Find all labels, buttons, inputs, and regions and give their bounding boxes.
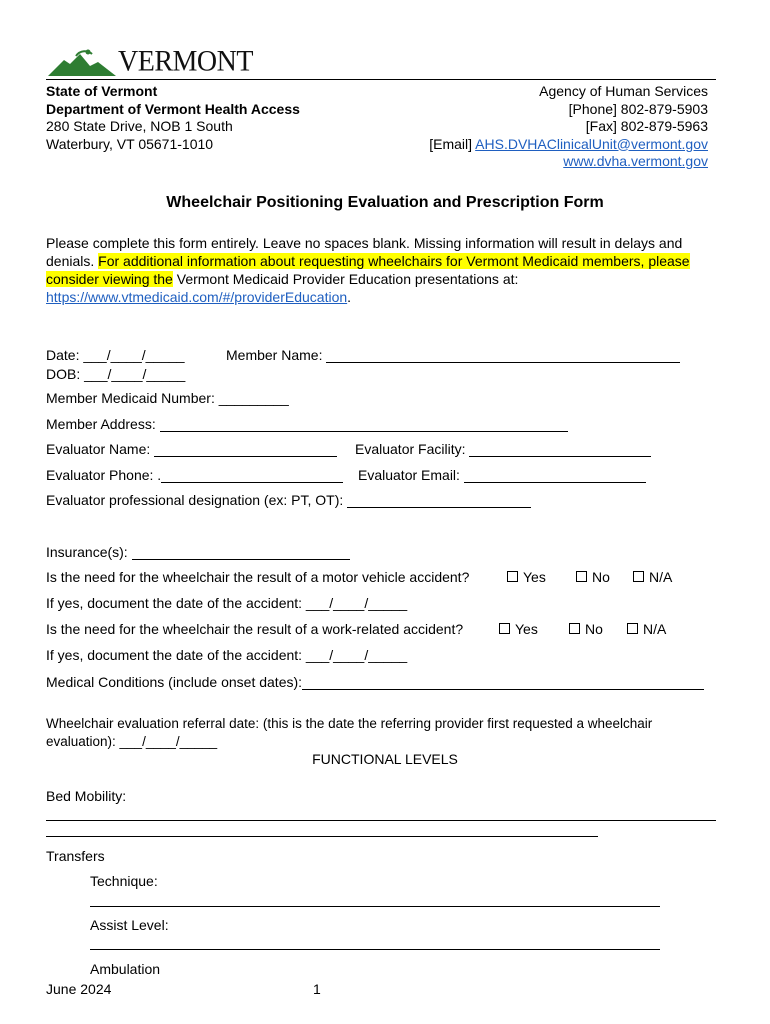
mva-yes-checkbox[interactable] xyxy=(507,571,518,582)
insurance-line[interactable] xyxy=(132,545,350,560)
evaluator-phone-field[interactable] xyxy=(46,467,343,483)
provider-education-link[interactable]: https://www.vtmedicaid.com/#/providerEducation xyxy=(46,289,348,305)
designation-field[interactable] xyxy=(46,492,531,508)
evaluator-name-field[interactable] xyxy=(46,441,337,457)
mva-na-checkbox[interactable] xyxy=(633,571,644,582)
intro-text: Please complete this form entirely. Leave no spaces blank. Missing information will result in delays and denials. xyxy=(46,235,683,269)
intro-period: . xyxy=(347,289,352,305)
mva-no-checkbox[interactable] xyxy=(576,571,587,582)
website-link[interactable]: www.dvha.vermont.gov xyxy=(563,153,708,169)
evaluator-facility-line[interactable] xyxy=(469,442,651,457)
member-name-label: Member Name: xyxy=(226,347,327,363)
department-name: Department of Vermont Health Access xyxy=(46,100,300,117)
evaluator-phone-label: Evaluator Phone: . xyxy=(46,467,162,483)
evaluator-facility-field[interactable] xyxy=(355,441,651,457)
mva-yes-option[interactable] xyxy=(507,569,546,585)
date-field[interactable]: Date: ___/____/_____ xyxy=(46,347,185,363)
header-left xyxy=(46,83,300,153)
referral-date-field[interactable]: Wheelchair evaluation referral date: (this is the date the referring provider first requested a wheelchair evaluation): ___/____/_____ xyxy=(46,716,653,749)
state-name: State of Vermont xyxy=(46,83,158,99)
work-yes-checkbox[interactable] xyxy=(499,623,510,634)
member-name-line[interactable] xyxy=(326,348,680,363)
technique-label: Technique: xyxy=(90,873,158,889)
mva-question: Is the need for the wheelchair the result of a motor vehicle accident? xyxy=(46,569,470,585)
address-line: 280 State Drive, NOB 1 South xyxy=(46,118,233,134)
work-no-checkbox[interactable] xyxy=(569,623,580,634)
designation-line[interactable] xyxy=(347,493,531,508)
evaluator-name-label: Evaluator Name: xyxy=(46,441,155,457)
mva-no-label: No xyxy=(592,569,610,585)
work-yes-label: Yes xyxy=(515,621,538,637)
page-title: Wheelchair Positioning Evaluation and Prescription Form xyxy=(166,194,604,211)
evaluator-facility-label: Evaluator Facility: xyxy=(355,441,470,457)
transfers-label: Transfers xyxy=(46,848,105,864)
phone-line: [Phone] 802-879-5903 xyxy=(568,100,708,117)
mva-na-option[interactable] xyxy=(633,569,672,585)
medicaid-number-field[interactable]: Member Medicaid Number: _________ xyxy=(46,390,289,406)
intro-highlight: For additional information about requesting wheelchairs for Vermont Medicaid members, please consider viewing the xyxy=(46,253,690,287)
functional-levels-heading: FUNCTIONAL LEVELS xyxy=(312,751,458,767)
assist-level-line[interactable] xyxy=(90,949,660,950)
fax-line: [Fax] 802-879-5963 xyxy=(585,118,708,134)
intro-text-2: Vermont Medicaid Provider Education presentations at: xyxy=(172,271,519,287)
insurance-label: Insurance(s): xyxy=(46,544,132,560)
mva-no-option[interactable] xyxy=(576,569,610,585)
mva-na-label: N/A xyxy=(649,569,673,585)
logo-text: VERMONT xyxy=(118,45,253,78)
designation-label: Evaluator professional designation (ex: PT, OT): xyxy=(46,492,348,508)
mva-yes-label: Yes xyxy=(523,569,546,585)
work-question: Is the need for the wheelchair the result of a work-related accident? xyxy=(46,621,464,637)
evaluator-phone-line[interactable] xyxy=(161,468,343,483)
footer-date: June 2024 xyxy=(46,981,112,997)
work-na-option[interactable] xyxy=(627,621,666,637)
work-no-option[interactable] xyxy=(569,621,603,637)
work-yes-option[interactable] xyxy=(499,621,538,637)
bed-mobility-label: Bed Mobility: xyxy=(46,788,127,804)
evaluator-name-line[interactable] xyxy=(154,442,337,457)
work-date-field[interactable]: If yes, document the date of the accident: ___/____/_____ xyxy=(46,647,408,663)
medical-conditions-field[interactable] xyxy=(46,674,704,690)
vermont-logo xyxy=(46,45,253,78)
evaluator-email-label: Evaluator Email: xyxy=(358,467,464,483)
bed-mobility-line-2[interactable] xyxy=(46,836,598,837)
dob-field[interactable]: DOB: ___/____/_____ xyxy=(46,366,186,382)
insurance-field[interactable] xyxy=(46,544,350,560)
medical-conditions-label: Medical Conditions (include onset dates): xyxy=(46,674,303,690)
member-address-line[interactable] xyxy=(160,417,568,432)
assist-level-label: Assist Level: xyxy=(90,917,169,933)
member-address-label: Member Address: xyxy=(46,416,160,432)
header-right xyxy=(429,83,708,171)
agency-name: Agency of Human Services xyxy=(539,83,708,99)
evaluator-email-line[interactable] xyxy=(464,468,646,483)
work-no-label: No xyxy=(585,621,603,637)
email-label: [Email] xyxy=(429,135,476,152)
intro-paragraph xyxy=(46,234,716,306)
header-rule xyxy=(46,79,716,80)
medical-conditions-line[interactable] xyxy=(302,675,704,690)
work-na-checkbox[interactable] xyxy=(627,623,638,634)
ambulation-label: Ambulation xyxy=(90,961,161,977)
email-link[interactable]: AHS.DVHAClinicalUnit@vermont.gov xyxy=(475,135,708,152)
technique-line[interactable] xyxy=(90,906,660,907)
work-na-label: N/A xyxy=(643,621,667,637)
member-name-field[interactable] xyxy=(226,347,680,363)
evaluator-email-field[interactable] xyxy=(358,467,646,483)
city-line: Waterbury, VT 05671-1010 xyxy=(46,135,214,152)
page-number: 1 xyxy=(313,981,321,997)
member-address-field[interactable] xyxy=(46,416,568,432)
mva-date-field[interactable]: If yes, document the date of the accident: ___/____/_____ xyxy=(46,595,408,611)
bed-mobility-line-1[interactable] xyxy=(46,820,716,821)
mountain-logo-icon xyxy=(46,46,118,78)
